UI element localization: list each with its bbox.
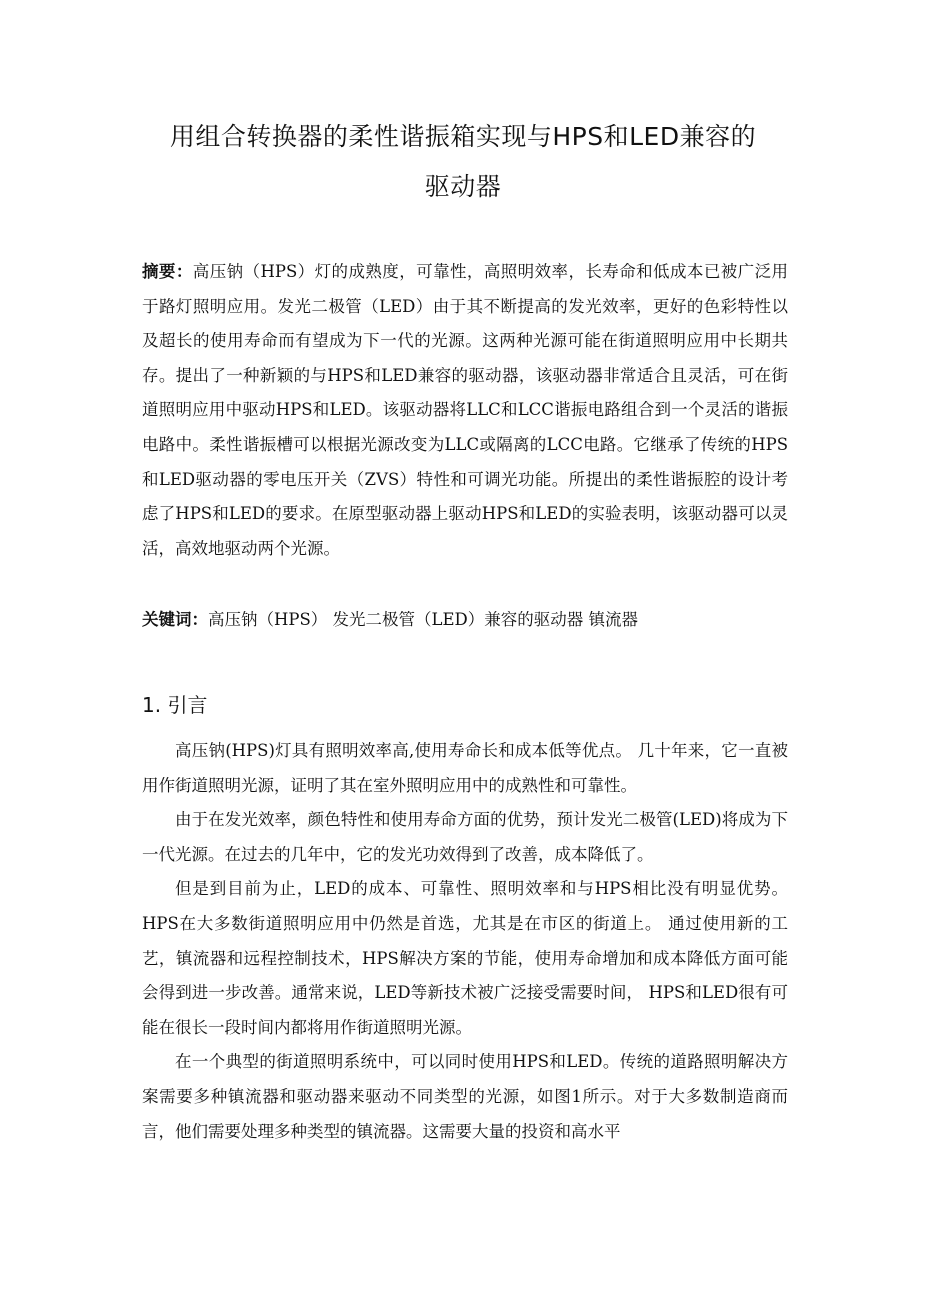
paragraph: 由于在发光效率，颜色特性和使用寿命方面的优势，预计发光二极管(LED)将成为下一代光源。在过去的几年中，它的发光功效得到了改善，成本降低了。 <box>142 810 788 864</box>
title-line-1: 用组合转换器的柔性谐振箱实现与HPS和LED兼容的 <box>169 122 757 151</box>
section-heading-introduction: 1. 引言 <box>142 693 208 717</box>
paragraph: 但是到目前为止，LED的成本、可靠性、照明效率和与HPS相比没有明显优势。 HPS在大多数街道照明应用中仍然是首选，尤其是在市区的街道上。 通过使用新的工艺，镇流器和远程控制技术，HPS解决方案的节能，使用寿命增加和成本降低方面可能会得到进一步改善。通常来说，LED等新技术被广泛接受需要时间， HPS和LED很有可能在很长一段时间内都将用作街道照明光源。 <box>142 879 788 1037</box>
abstract-text: 高压钠（HPS）灯的成熟度，可靠性，高照明效率，长寿命和低成本已被广泛用于路灯照明应用。发光二极管（LED）由于其不断提高的发光效率，更好的色彩特性以及超长的使用寿命而有望成为下一代的光源。这两种光源可能在街道照明应用中长期共存。提出了一种新颖的与HPS和LED兼容的驱动器，该驱动器非常适合且灵活，可在街道照明应用中驱动HPS和LED。该驱动器将LLC和LCC谐振电路组合到一个灵活的谐振电路中。柔性谐振槽可以根据光源改变为LLC或隔离的LCC电路。它继承了传统的HPS和LED驱动器的零电压开关（ZVS）特性和可调光功能。所提出的柔性谐振腔的设计考虑了HPS和LED的要求。在原型驱动器上驱动HPS和LED的实验表明，该驱动器可以灵活，高效地驱动两个光源。 <box>142 262 789 558</box>
paragraph: 高压钠(HPS)灯具有照明效率高,使用寿命长和成本低等优点。 几十年来，它一直被用作街道照明光源，证明了其在室外照明应用中的成熟性和可靠性。 <box>142 741 788 795</box>
keywords <box>142 603 788 638</box>
paragraph: 在一个典型的街道照明系统中，可以同时使用HPS和LED。传统的道路照明解决方案需要多种镇流器和驱动器来驱动不同类型的光源，如图1所示。对于大多数制造商而言，他们需要处理多种类型的镇流器。这需要大量的投资和高水平 <box>142 1052 788 1141</box>
keywords-label: 关键词： <box>142 610 208 629</box>
paper-title <box>120 112 806 212</box>
abstract-label: 摘要： <box>142 262 193 281</box>
title-line-2: 驱动器 <box>424 172 502 201</box>
keywords-text: 高压钠（HPS） 发光二极管（LED）兼容的驱动器 镇流器 <box>208 610 639 629</box>
introduction-body <box>142 734 788 1149</box>
abstract <box>142 255 788 566</box>
